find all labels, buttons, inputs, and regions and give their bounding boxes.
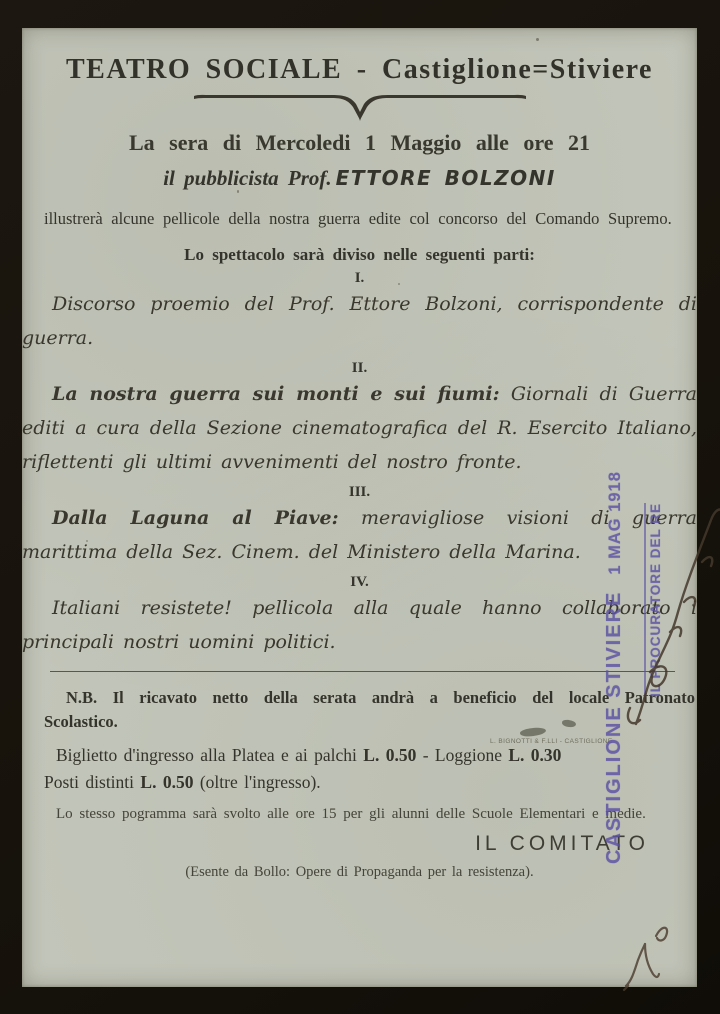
- program-heading: Lo spettacolo sarà diviso nelle seguenti parti:: [184, 245, 535, 264]
- part4-numeral: IV.: [350, 574, 369, 590]
- nb-benefit-note: N.B. Il ricavato netto della serata andrà a beneficio del locale Patronato Scolastico.: [44, 688, 695, 731]
- part3-text: [22, 501, 697, 569]
- speaker-line: [22, 166, 697, 191]
- dust-speck: [237, 190, 239, 193]
- part3-title: Dalla Laguna al Piave:: [52, 507, 339, 529]
- part2-title: La nostra guerra sui monti e sui fiumi:: [52, 383, 500, 405]
- part4-text: Italiani resistete! pellicola alla quale hanno collaborato i principali nostri uomini politici.: [22, 597, 697, 653]
- ticket-price-distinti: L. 0.50: [140, 772, 194, 792]
- title-divider-ornament: [192, 90, 528, 122]
- stamp-duty-exemption-note: (Esente da Bollo: Opere di Propaganda per la resistenza).: [185, 864, 534, 880]
- page-title: TEATRO SOCIALE - Castiglione=Stiviere: [65, 54, 653, 85]
- ticket-price-platea: L. 0.50: [363, 745, 417, 765]
- part3-numeral: III.: [348, 484, 371, 500]
- dust-speck: [86, 540, 88, 542]
- section-divider-rule: [50, 671, 675, 672]
- part1-text: Discorso proemio del Prof. Ettore Bolzoni, corrispondente di guerra.: [22, 293, 697, 349]
- flyer-paper: [22, 28, 697, 987]
- part1-numeral: I.: [354, 270, 365, 286]
- part3-body: meravigliose visioni di guerra marittima della Sez. Cinem. del Ministero della Marina.: [22, 507, 697, 563]
- official-stamp-office-line: IL PROCURATORE DEL RE: [644, 503, 663, 697]
- speaker-name: ETTORE BOLZONI: [335, 166, 556, 190]
- intro-paragraph: illustrerà alcune pellicole della nostra guerra edite col concorso del Comando Supremo.: [44, 209, 672, 228]
- stamp-date: 1 MAG 1918: [606, 471, 624, 575]
- ticket-text-4: (oltre l'ingresso).: [199, 772, 321, 792]
- ticket-text-2: - Loggione: [422, 745, 502, 765]
- part2-text: [22, 377, 697, 479]
- dust-speck: [398, 283, 400, 285]
- ticket-prices: [44, 742, 695, 796]
- ticket-text-1: Biglietto d'ingresso alla Platea e ai palchi: [56, 745, 357, 765]
- schools-matinee-note: Lo stesso pogramma sarà svolto alle ore 15 per gli alunni delle Scuole Elementari e medie.: [56, 806, 646, 822]
- stamp-municipality: CASTIGLIONE STIVIERE: [603, 590, 625, 864]
- ticket-price-loggione: L. 0.30: [508, 745, 562, 765]
- signature-handwriting: [614, 496, 720, 731]
- ticket-text-3: Posti distinti: [44, 772, 135, 792]
- committee-signoff: IL COMITATO: [475, 832, 649, 855]
- printer-credit: L. BIGNOTTI & F.LLI - CASTIGLIONE: [490, 738, 613, 745]
- part2-body: Giornali di Guerra editi a cura della Sezione cinematografica del R. Esercito Italiano, riflettenti gli ultimi avvenimenti del nostro fronte.: [22, 383, 697, 473]
- part2-numeral: II.: [351, 360, 368, 376]
- speaker-prefix: il pubblicista Prof.: [163, 166, 332, 190]
- event-date-line: La sera di Mercoledi 1 Maggio alle ore 21: [129, 130, 590, 155]
- dust-speck: [536, 38, 539, 41]
- ink-corner-mark: [612, 914, 674, 1000]
